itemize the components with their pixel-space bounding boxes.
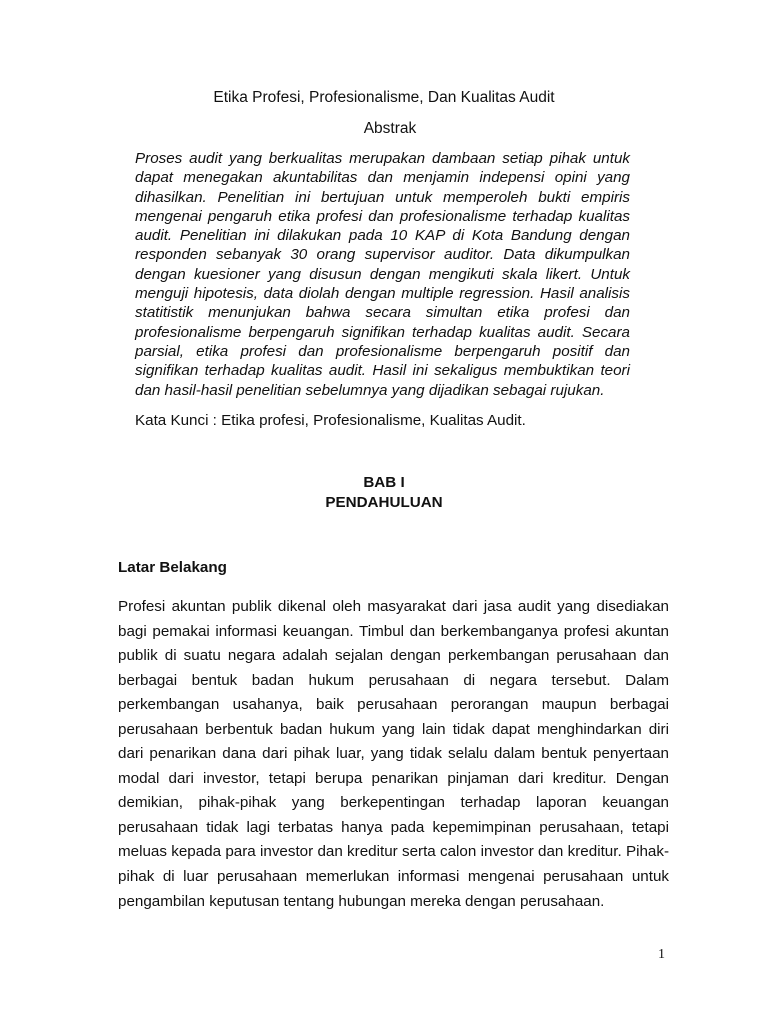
keywords: Kata Kunci : Etika profesi, Profesionalisme, Kualitas Audit.: [135, 412, 526, 429]
chapter-heading: [0, 473, 768, 513]
body-paragraph: Profesi akuntan publik dikenal oleh masyarakat dari jasa audit yang disediakan bagi pemakai informasi keuangan. Timbul dan berkembanganya profesi akuntan publik di suatu negara adalah sejalan dengan perkembangan perusahaan dan berbagai bentuk badan hukum perusahaan di negara tersebut. Dalam perkembangan usahanya, baik perusahaan perorangan maupun berbagai perusahaan berbentuk badan hukum yang lain tidak dapat menghindarkan diri dari penarikan dana dari pihak luar, yang tidak selalu dalam bentuk penyertaan modal dari investor, tetapi berupa penarikan pinjaman dari kreditur. Dengan demikian, pihak-pihak yang berkepentingan terhadap laporan keuangan perusahaan tidak lagi terbatas hanya pada kepemimpinan perusahaan, tetapi meluas kepada para investor dan kreditur serta calon investor dan kreditur. Pihak-pihak di luar perusahaan memerlukan informasi mengenai perusahaan untuk pengambilan keputusan tentang hubungan mereka dengan perusahaan.: [118, 598, 669, 910]
chapter-title: PENDAHULUAN: [325, 494, 443, 511]
abstract-heading: Abstrak: [363, 120, 417, 137]
section-heading: Latar Belakang: [118, 559, 227, 576]
page-number: 1: [658, 947, 665, 962]
abstract-text: Proses audit yang berkualitas merupakan dambaan setiap pihak untuk dapat menegakan akuntabilitas dan menjamin indepensi opini yang dihasilkan. Penelitian ini bertujuan untuk memperoleh bukti empiris mengenai pengaruh etika profesi dan profesionalisme terhadap kualitas audit. Penelitian ini dilakukan pada 10 KAP di Kota Bandung dengan responden sebanyak 30 orang supervisor auditor. Data dikumpulkan dengan kuesioner yang disusun dengan mengikuti skala likert. Untuk menguji hipotesis, data diolah dengan multiple regression. Hasil analisis statitistik menunjukan bahwa secara simultan etika profesi dan profesionalisme berpengaruh signifikan terhadap kualitas audit. Secara parsial, etika profesi dan profesionalisme berpengaruh positif dan signifikan terhadap kualitas audit. Hasil ini sekaligus membuktikan teori dan hasil-hasil penelitian sebelumnya yang dijadikan sebagai rujukan.: [135, 150, 630, 399]
chapter-number: BAB I: [363, 474, 405, 491]
paper-title: Etika Profesi, Profesionalisme, Dan Kualitas Audit: [213, 89, 555, 106]
